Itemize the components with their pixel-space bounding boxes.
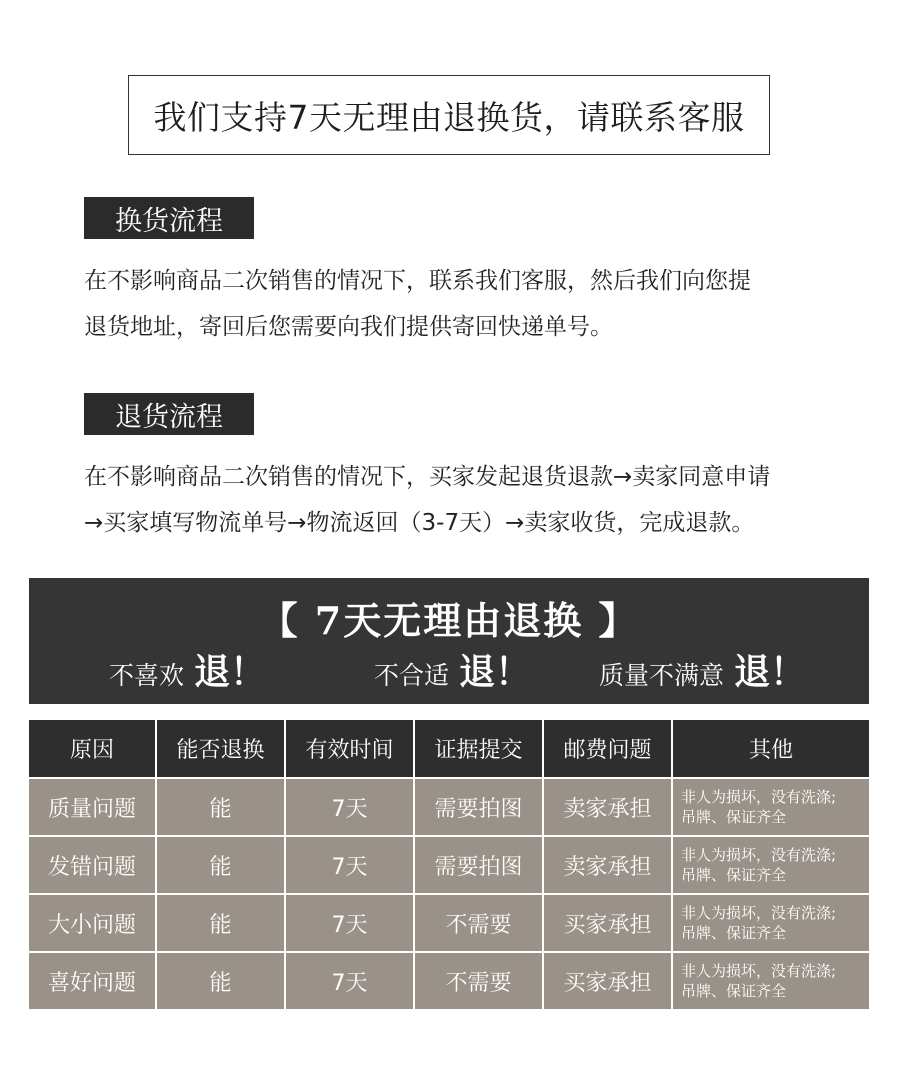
cell-other xyxy=(672,952,870,1010)
slogan-text: 不喜欢 xyxy=(109,661,185,690)
return-line-2: →买家填写物流单号→物流返回（3-7天）→卖家收货，完成退款。 xyxy=(84,510,755,536)
cell-valid-time: 7天 xyxy=(285,836,414,894)
other-line-1: 非人为损坏，没有洗涤; xyxy=(681,846,837,864)
exchange-process-label: 换货流程 xyxy=(84,197,254,239)
cell-postage: 卖家承担 xyxy=(543,836,672,894)
header-valid-time: 有效时间 xyxy=(285,719,414,778)
other-line-2: 吊牌、保证齐全 xyxy=(681,866,787,884)
return-process-text xyxy=(84,454,854,546)
cell-can-return: 能 xyxy=(156,836,285,894)
cell-evidence: 不需要 xyxy=(414,952,543,1010)
header-evidence: 证据提交 xyxy=(414,719,543,778)
return-line-1: 在不影响商品二次销售的情况下，买家发起退货退款→卖家同意申请 xyxy=(84,464,771,490)
table-row xyxy=(28,836,870,894)
table-header-row xyxy=(28,719,870,778)
exchange-process-text xyxy=(84,258,854,350)
seven-day-banner xyxy=(29,578,869,704)
slogan-text: 质量不满意 xyxy=(599,661,725,690)
other-line-1: 非人为损坏，没有洗涤; xyxy=(681,962,837,980)
table-row xyxy=(28,778,870,836)
slogan-quality xyxy=(599,644,806,695)
slogan-dislike xyxy=(109,644,266,695)
slogan-return: 退！ xyxy=(459,651,532,693)
cell-can-return: 能 xyxy=(156,778,285,836)
cell-other xyxy=(672,778,870,836)
cell-other xyxy=(672,894,870,952)
header-postage: 邮费问题 xyxy=(543,719,672,778)
header-reason: 原因 xyxy=(28,719,156,778)
headline-text: 我们支持7天无理由退换货，请联系客服 xyxy=(153,97,745,137)
header-can-return: 能否退换 xyxy=(156,719,285,778)
return-policy-table xyxy=(27,718,871,1011)
cell-postage: 买家承担 xyxy=(543,894,672,952)
return-process-label: 退货流程 xyxy=(84,393,254,435)
other-line-1: 非人为损坏，没有洗涤; xyxy=(681,904,837,922)
other-line-2: 吊牌、保证齐全 xyxy=(681,808,787,826)
cell-postage: 卖家承担 xyxy=(543,778,672,836)
other-line-1: 非人为损坏，没有洗涤; xyxy=(681,788,837,806)
cell-reason: 发错问题 xyxy=(28,836,156,894)
table-row xyxy=(28,894,870,952)
cell-evidence: 需要拍图 xyxy=(414,836,543,894)
cell-reason: 喜好问题 xyxy=(28,952,156,1010)
slogan-not-fit xyxy=(374,644,531,695)
banner-title: 【 7天无理由退换 】 xyxy=(259,598,639,643)
exchange-line-2: 退货地址，寄回后您需要向我们提供寄回快递单号。 xyxy=(84,314,613,340)
cell-valid-time: 7天 xyxy=(285,778,414,836)
headline-box xyxy=(128,75,770,155)
cell-reason: 大小问题 xyxy=(28,894,156,952)
cell-can-return: 能 xyxy=(156,894,285,952)
other-line-2: 吊牌、保证齐全 xyxy=(681,924,787,942)
header-other: 其他 xyxy=(672,719,870,778)
other-line-2: 吊牌、保证齐全 xyxy=(681,982,787,1000)
cell-valid-time: 7天 xyxy=(285,894,414,952)
slogan-text: 不合适 xyxy=(374,661,450,690)
cell-can-return: 能 xyxy=(156,952,285,1010)
table-row xyxy=(28,952,870,1010)
exchange-line-1: 在不影响商品二次销售的情况下，联系我们客服，然后我们向您提 xyxy=(84,268,751,294)
cell-other xyxy=(672,836,870,894)
cell-reason: 质量问题 xyxy=(28,778,156,836)
cell-valid-time: 7天 xyxy=(285,952,414,1010)
slogan-return: 退！ xyxy=(734,651,807,693)
cell-postage: 买家承担 xyxy=(543,952,672,1010)
slogan-return: 退！ xyxy=(194,651,267,693)
cell-evidence: 需要拍图 xyxy=(414,778,543,836)
cell-evidence: 不需要 xyxy=(414,894,543,952)
